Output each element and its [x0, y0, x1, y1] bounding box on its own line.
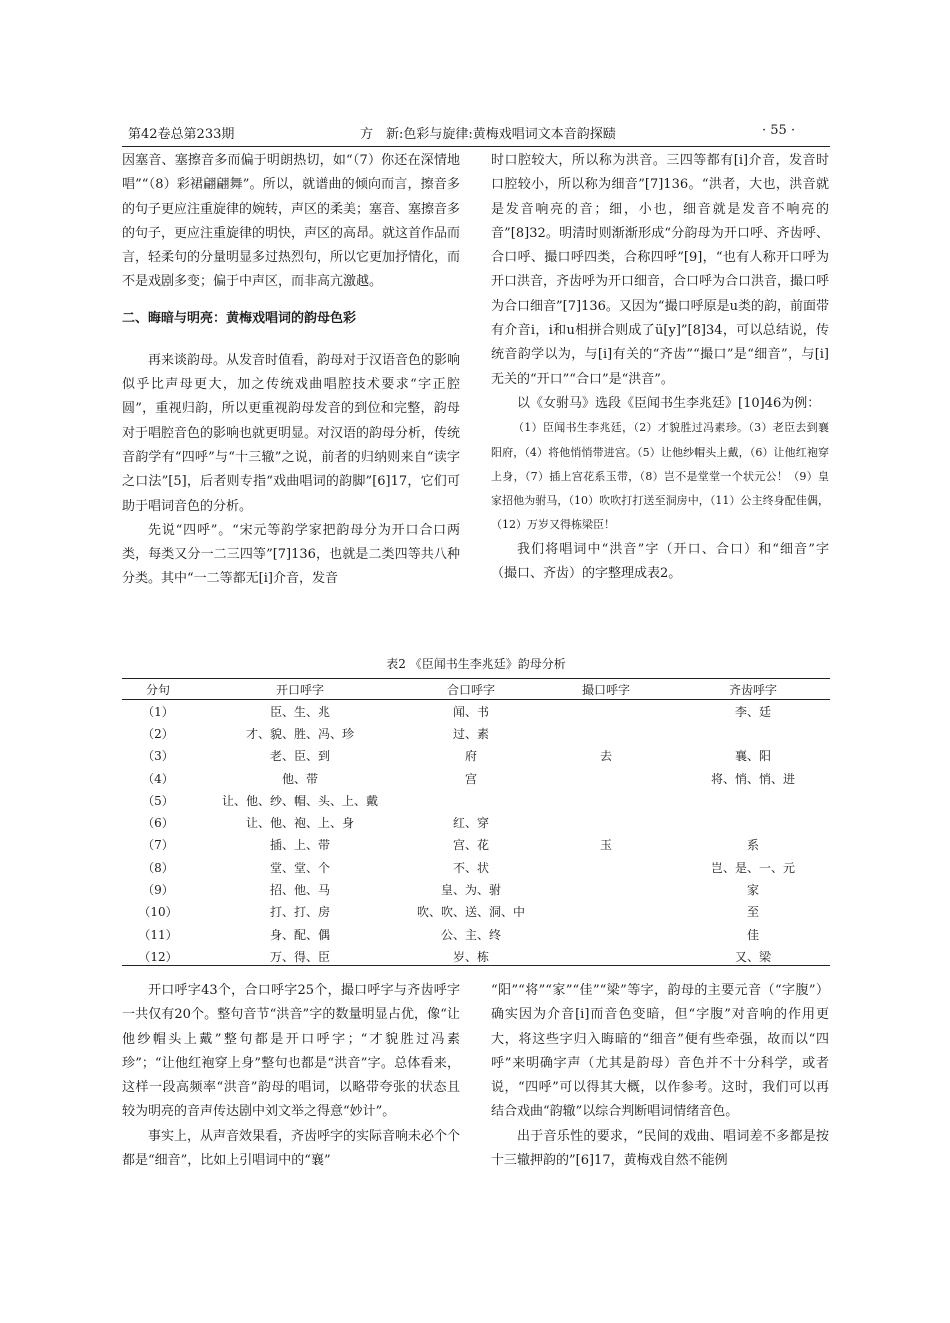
header-rule — [122, 146, 830, 147]
table-cell: 才、貌、胜、冯、珍 — [245, 726, 354, 741]
table-cell — [676, 789, 830, 811]
table-cell — [536, 722, 676, 744]
table-cell: 他、带 — [281, 771, 318, 786]
table-cell: 皇、为、驸 — [440, 883, 501, 898]
lyrics-quote: （1）臣闻书生李兆廷，（2）才貌胜过冯素珍。（3）老臣去到襄阳府，（4）将他悄悄带进宫。（5）让他纱帽头上戴，（6）让他红袍穿上身，（7）插上宫花系玉带，（8）岂不是堂堂一个状元公！（9）皇家招他为驸马，（10）吹吹打打送至洞房中，（11）公主终身配佳偶，（12）万岁又得栋梁臣！ — [491, 421, 829, 532]
table-cell: 府 — [464, 749, 477, 764]
table-cell — [536, 811, 676, 833]
table-row — [122, 767, 830, 789]
right-column — [491, 149, 829, 586]
vowel-analysis-table — [122, 679, 830, 968]
table-cell — [536, 856, 676, 878]
table-cell: 让、他、袍、上、身 — [245, 816, 354, 831]
table-cell: （11） — [138, 927, 178, 942]
table-cell: 去 — [599, 749, 612, 764]
table-body — [122, 700, 830, 968]
table-cell: （2） — [142, 726, 174, 741]
table-cell: 过、素 — [452, 726, 489, 741]
table-row — [122, 878, 830, 900]
table-cell — [536, 700, 676, 723]
table-cell — [536, 878, 676, 900]
table-cell: 红、穿 — [452, 816, 489, 831]
table-cell: 宫、花 — [452, 838, 489, 853]
table-cell: 插、上、带 — [269, 838, 330, 853]
article-running-title: 方 新:色彩与旋律:黄梅戏唱词文本音韵探赜 — [360, 127, 616, 142]
table-cell: 李、廷 — [734, 704, 771, 719]
table-cell: 闻、书 — [452, 704, 489, 719]
table-cell: （3） — [142, 749, 174, 764]
table-row — [122, 700, 830, 723]
bottom-left-paragraph-1: 开口呼字43个，合口呼字25个，撮口呼字与齐齿呼字一共仅有20个。整句音节“洪音”字的数量明显占优，像“让他纱帽头上戴”整句都是开口呼字；“才貌胜过冯素珍”；“让他红袍穿上身”整句也都是“洪音”字。总体看来，这样一段高频率“洪音”韵母的唱词，以略带夸张的状态且较为明亮的音声传达剧中刘文举之得意“妙计”。 — [122, 983, 460, 1120]
table-cell: （12） — [138, 949, 178, 964]
left-paragraph-1: 因塞音、塞擦音多而偏于明朗热切，如“（7）你还在深情地唱”“（8）彩裙翩翩舞”。所以，就谱曲的倾向而言，擦音多的句子更应注重旋律的婉转，声区的柔美；塞音、塞擦音多的句子，更应注重旋律的明快，声区的高昂。就这首作品而言，轻柔句的分量明显多过热烈句，所以它更加抒情化，而不是戏剧多变；偏于中声区，而非高亢激越。 — [122, 153, 461, 290]
table-cell: 堂、堂、个 — [269, 860, 330, 875]
right-paragraph-2: 以《女驸马》选段《臣闻书生李兆廷》[10]46为例： — [517, 395, 821, 411]
table-cell: 不、状 — [452, 860, 489, 875]
table-cell: （4） — [142, 771, 174, 786]
table-row — [122, 745, 830, 767]
table-header-row — [122, 679, 830, 700]
table-cell: 家 — [746, 883, 759, 898]
bottom-left-column — [122, 979, 460, 1173]
section-heading: 二、晦暗与明亮：黄梅戏唱词的韵母色彩 — [122, 310, 357, 326]
table-cell — [676, 811, 830, 833]
running-header — [122, 123, 832, 145]
table-cell: （1） — [142, 704, 174, 719]
table-cell: （6） — [142, 816, 174, 831]
table-caption: 表2 《臣闻书生李兆廷》韵母分析 — [386, 657, 566, 671]
bottom-right-column — [491, 979, 829, 1173]
table-cell: 宫 — [464, 771, 477, 786]
table-cell: 岂、是、一、元 — [710, 860, 795, 875]
table-cell: 襄、阳 — [734, 749, 771, 764]
page-number: · 55 · — [762, 123, 796, 138]
right-paragraph-3: 我们将唱词中“洪音”字（开口、合口）和“细音”字（撮口、齐齿）的字整理成表2。 — [491, 541, 829, 582]
table-cell: 至 — [746, 905, 759, 920]
table-cell: （5） — [142, 793, 174, 808]
table-cell: 招、他、马 — [269, 883, 330, 898]
table-cell: 臣、生、兆 — [269, 704, 330, 719]
left-column — [122, 149, 460, 592]
bottom-right-paragraph-2: 出于音乐性的要求，“民间的戏曲、唱词差不多都是按十三辙押韵的”[6]17，黄梅戏自然不能例 — [491, 1128, 829, 1169]
table-cell — [406, 789, 536, 811]
table-row — [122, 856, 830, 878]
table-bottom-rule — [122, 965, 830, 966]
table-row — [122, 901, 830, 923]
table-cell: 公、主、终 — [440, 927, 501, 942]
table-cell — [536, 789, 676, 811]
table-header-cell: 开口呼字 — [275, 682, 324, 697]
right-paragraph-1: 时口腔较大，所以称为洪音。三四等都有[i]介音，发音时口腔较小，所以称为细音”[7]136。“洪者，大也，洪音就是发音响亮的音；细，小也，细音就是发音不响亮的音”[8]32。明清时则渐渐形成“分韵母为开口呼、齐齿呼、合口呼、撮口呼四类，合称四呼”[9]，“也有人称开口呼为开口洪音，齐齿呼为开口细音，合口呼为合口洪音，撮口呼为合口细音”[7]136。又因为“撮口呼原是u类的韵，前面带有介音i，i和u相拼合则成了ü[y]”[8]34，可以总结说，传统音韵学以为，与[i]有关的“齐齿”“撮口”是“细音”，与[i]无关的“开口”“合口”是“洪音”。 — [491, 153, 830, 387]
table-cell: 岁、栋 — [452, 949, 489, 964]
table-cell: 又、梁 — [734, 949, 771, 964]
table-cell: 让、他、纱、帽、头、上、戴 — [221, 793, 378, 808]
table-header-cell: 合口呼字 — [446, 682, 495, 697]
table-cell — [676, 722, 830, 744]
table-cell: 打、打、房 — [269, 905, 330, 920]
table-header-cell: 齐齿呼字 — [728, 682, 777, 697]
journal-volume: 第42卷总第233期 — [128, 127, 235, 142]
bottom-left-paragraph-2: 事实上，从声音效果看，齐齿呼字的实际音响未必个个都是“细音”，比如上引唱词中的“襄” — [122, 1128, 461, 1169]
table-cell — [536, 767, 676, 789]
table-cell: 万、得、臣 — [269, 949, 330, 964]
table-header-cell: 分句 — [145, 682, 170, 697]
table-cell: 身、配、偶 — [269, 927, 330, 942]
table-cell: （7） — [142, 838, 174, 853]
table-cell — [536, 923, 676, 945]
table-cell: （10） — [138, 905, 178, 920]
left-paragraph-3: 先说“四呼”。“宋元等韵学家把韵母分为开口合口两类，每类又分一二三四等”[7]136，也就是二类四等共八种分类。其中“一二等都无[i]介音，发音 — [122, 522, 460, 587]
table-cell: 系 — [746, 838, 759, 853]
table-cell — [536, 901, 676, 923]
table-header-cell: 撮口呼字 — [581, 682, 630, 697]
table-row — [122, 722, 830, 744]
table-row — [122, 811, 830, 833]
table-cell: 玉 — [599, 838, 612, 853]
bottom-right-paragraph-1: “阳”“将”“家”“佳”“梁”等字，韵母的主要元音（“字腹”）确实因为介音[i]而音色变暗，但“字腹”对音响的作用更大，将这些字归入晦暗的“细音”便有些牵强，故而以“四呼”来明确字声（尤其是韵母）音色并不十分科学，或者说，“四呼”可以得其大概，以作参考。这时，我们可以再结合戏曲“韵辙”以综合判断唱词情绪音色。 — [491, 983, 829, 1120]
table-cell: （8） — [142, 860, 174, 875]
table-cell: 吹、吹、送、洞、中 — [416, 905, 525, 920]
table-cell: 老、臣、到 — [269, 749, 330, 764]
left-paragraph-2: 再来谈韵母。从发音时值看，韵母对于汉语音色的影响似乎比声母更大，加之传统戏曲唱腔技术要求“字正腔圆”，重视归韵，所以更重视韵母发音的到位和完整，韵母对于唱腔音色的影响也就更明显。对汉语的韵母分析，传统音韵学有“四呼”与“十三辙”之说，前者的归纳则来自“读字之口法”[5]，后者则专指“戏曲唱词的韵脚”[6]17，它们可助于唱词音色的分析。 — [122, 352, 461, 514]
table-cell: 将、悄、悄、进 — [710, 771, 795, 786]
table-row — [122, 923, 830, 945]
table-cell: （9） — [142, 883, 174, 898]
table-row — [122, 834, 830, 856]
table-row — [122, 789, 830, 811]
table-cell: 佳 — [746, 927, 759, 942]
